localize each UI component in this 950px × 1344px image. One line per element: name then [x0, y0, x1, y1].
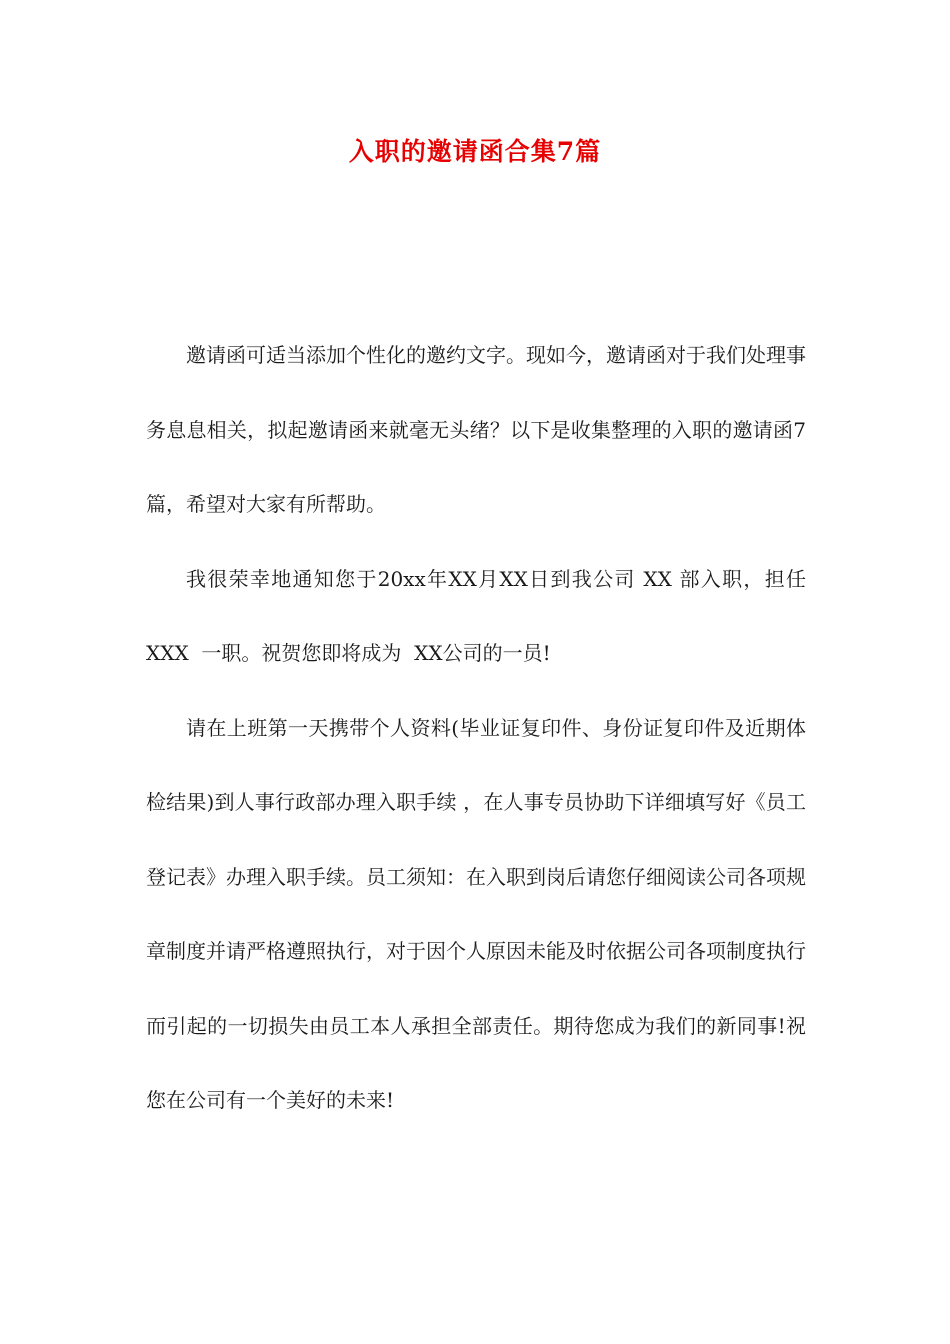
- instructions-paragraph: 请在上班第一天携带个人资料(毕业证复印件、身份证复印件及近期体检结果)到人事行政部办理入职手续 ，在人事专员协助下详细填写好《员工登记表》办理入职手续。员工须知：在入职到岗后请您仔细阅读公司各项规章制度并请严格遵照执行，对于因个人原因未能及时依据公司各项制度执行而引起的一切损失由员工本人承担全部责任。期待您成为我们的新同事!祝您在公司有一个美好的未来!: [146, 715, 806, 1112]
- document-title: 入职的邀请函合集7篇: [348, 137, 602, 166]
- intro-paragraph: 邀请函可适当添加个性化的邀约文字。现如今，邀请函对于我们处理事务息息相关，拟起邀请函来就毫无头绪？以下是收集整理的入职的邀请函7篇，希望对大家有所帮助。: [146, 343, 806, 516]
- document-body: [146, 318, 819, 1138]
- notice-paragraph: 我很荣幸地通知您于20xx年XX月XX日到我公司 XX 部入职，担任 XXX 一职。祝贺您即将成为 XX公司的一员!: [146, 566, 819, 665]
